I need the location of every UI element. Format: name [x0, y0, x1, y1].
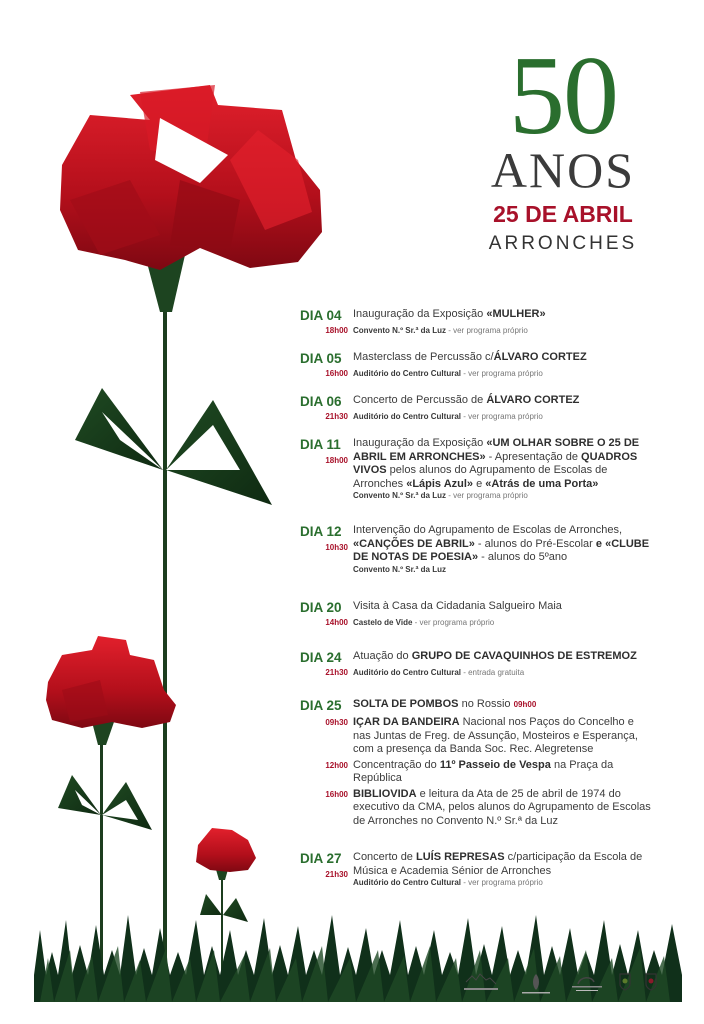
- event-day: DIA 20: [300, 600, 342, 615]
- event-time: 18h00: [325, 326, 348, 335]
- title-block: [478, 34, 648, 256]
- event-time: 14h00: [325, 618, 348, 627]
- event-day: DIA 04: [300, 308, 342, 323]
- event-day: DIA 06: [300, 394, 342, 409]
- event-item-day25: [300, 698, 652, 828]
- event-description: Concerto de Percussão de ÁLVARO CORTEZ: [353, 394, 580, 406]
- event-description: Concentração do 11º Passeio de Vespa na Praça da República: [353, 758, 614, 784]
- event-venue: Castelo de Vide - ver programa próprio: [353, 618, 495, 627]
- event-day: DIA 11: [300, 437, 341, 452]
- event-venue: Convento N.º Sr.ª da Luz - ver programa próprio: [353, 491, 528, 500]
- municipality-logo-icon: [464, 974, 498, 990]
- event-description: Inauguração da Exposição «UM OLHAR SOBRE O 25 DE ABRIL EM ARRONCHES» - Apresentação de QUADROS VIVOS pelos alunos do Agrupamento de Escolas de Arronches «Lápis Azul» e «Atrás de uma Porta»: [353, 437, 640, 490]
- event-day: DIA 05: [300, 351, 342, 366]
- date-heading: 25 DE ABRIL: [493, 201, 633, 227]
- event-time: 21h30: [325, 668, 348, 677]
- event-time: 09h30: [325, 718, 348, 727]
- event-time: 21h30: [325, 870, 348, 879]
- coat-of-arms-icon: [646, 974, 656, 990]
- event-item: [300, 394, 652, 422]
- event-venue: Auditório do Centro Cultural - ver programa próprio: [353, 412, 543, 421]
- event-description: IÇAR DA BANDEIRA Nacional nos Paços do Concelho e nas Juntas de Freg. de Assunção, Mosteiros e Esperança, com a presença da Banda Soc. Rec. Alegretense: [353, 716, 638, 755]
- event-item: [300, 600, 652, 628]
- school-logo-icon: [522, 974, 550, 994]
- event-description: Intervenção do Agrupamento de Escolas de Arronches, «CANÇÕES DE ABRIL» - alunos do Pré-Escolar e «CLUBE DE NOTAS DE POESIA» - alunos do 5ºano: [353, 524, 650, 563]
- anniversary-word: ANOS: [490, 142, 636, 198]
- event-time: 10h30: [325, 543, 348, 552]
- event-time: 16h00: [325, 789, 348, 799]
- event-day: DIA 12: [300, 524, 342, 539]
- event-day: DIA 24: [300, 650, 342, 665]
- sponsor-logos: [460, 968, 670, 1000]
- event-item: [300, 650, 652, 678]
- event-item-day27: [300, 851, 652, 888]
- event-time: 16h00: [325, 369, 348, 378]
- event-time: 12h00: [325, 760, 348, 770]
- event-venue: Convento N.º Sr.ª da Luz: [353, 564, 446, 574]
- event-description: Visita à Casa da Cidadania Salgueiro Maia: [353, 600, 562, 612]
- event-description: SOLTA DE POMBOS no Rossio 09h00: [353, 698, 537, 710]
- event-venue: Auditório do Centro Cultural - ver programa próprio: [353, 369, 543, 378]
- event-time: 18h00: [325, 456, 348, 465]
- event-venue: Auditório do Centro Cultural - ver programa próprio: [353, 878, 543, 887]
- event-item: [300, 351, 652, 379]
- event-description: Inauguração da Exposição «MULHER»: [353, 308, 546, 320]
- event-item: [300, 437, 652, 501]
- event-time: 21h30: [325, 412, 348, 421]
- event-day: DIA 25: [300, 698, 342, 713]
- large-carnation-icon: [60, 85, 322, 975]
- institute-logo-icon: [572, 978, 602, 991]
- coat-of-arms-icon: [620, 974, 630, 990]
- place-heading: ARRONCHES: [488, 233, 638, 254]
- event-venue: Auditório do Centro Cultural - entrada gratuita: [353, 668, 525, 677]
- event-venue: Convento N.º Sr.ª da Luz - ver programa próprio: [353, 326, 528, 335]
- event-description: Atuação do GRUPO DE CAVAQUINHOS DE ESTREMOZ: [353, 650, 637, 662]
- event-item: [300, 308, 652, 336]
- event-description: Masterclass de Percussão c/ÁLVARO CORTEZ: [353, 351, 587, 363]
- event-description: Concerto de LUÍS REPRESAS c/participação da Escola de Música e Academia Sénior de Arronches: [353, 851, 643, 877]
- anniversary-number: 50: [509, 34, 617, 158]
- event-day: DIA 27: [300, 851, 342, 866]
- event-item: [300, 524, 652, 575]
- event-description: BIBLIOVIDA e leitura da Ata de 25 de abril de 1974 do executivo da CMA, pelos alunos do Agrupamento de Escolas de Arronches no Convento N.º Sr.ª da Luz: [353, 787, 651, 827]
